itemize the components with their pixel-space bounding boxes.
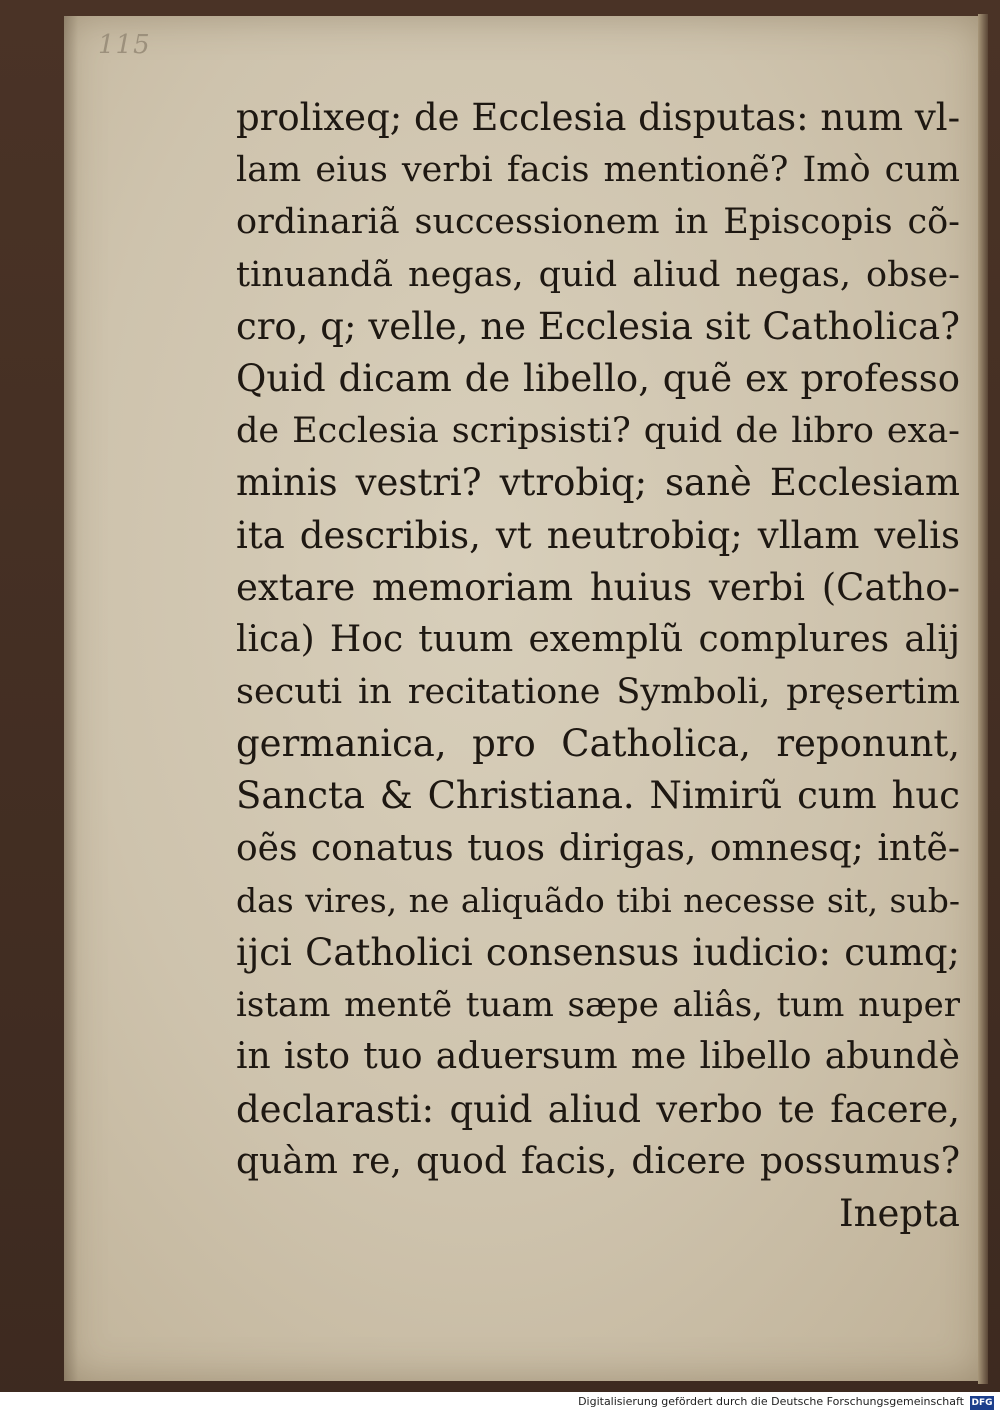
dfg-logo: DFG [971,1398,993,1408]
text-line: cro, q; velle, ne Ecclesia sit Catholica? [236,304,960,348]
text-line: Sancta & Christiana. Nimirũ cum huc [236,774,960,818]
text-line: de Ecclesia scripsisti? quid de libro exa- [236,411,960,452]
footer-bar [0,1392,1000,1416]
text-line: istam mentẽ tuam sæpe aliâs, tum nuper [236,985,960,1026]
footer-credit: Digitalisierung gefördert durch die Deutsche Forschungsgemeinschaft [578,1395,964,1408]
text-line: declarasti: quid aliud verbo te facere, [236,1087,960,1131]
text-line: in isto tuo aduersum me libello abundè [236,1036,960,1078]
text-line: lica) Hoc tuum exemplũ complures alij [236,618,960,660]
text-line: oẽs conatus tuos dirigas, omnesq; intẽ- [236,827,960,869]
page-gutter-shadow [64,16,78,1381]
text-line: minis vestri? vtrobiq; sanè Ecclesiam [236,461,960,505]
text-line: ijci Catholici consensus iudicio: cumq; [236,931,960,974]
text-line: prolixeq; de Ecclesia disputas: num vl- [236,96,961,139]
folio-number: 115 [98,30,151,60]
catchword: Inepta [839,1191,960,1235]
text-line: ita describis, vt neutrobiq; vllam velis [236,513,960,557]
text-block [236,92,960,1240]
page-edge [978,14,988,1384]
text-line: secuti in recitatione Symboli, pręsertim [236,672,960,713]
text-line: tinuandã negas, quid aliud negas, obse- [236,254,960,295]
text-line: germanica, pro Catholica, reponunt, [236,722,960,766]
text-line: Quid dicam de libello, quẽ ex professo [236,356,960,400]
text-line: quàm re, quod facis, dicere possumus? [236,1140,960,1182]
text-line: extare memoriam huius verbi (Catho- [236,565,960,609]
text-line: das vires, ne aliquãdo tibi necesse sit, sub- [236,880,960,920]
text-line: ordinariã successionem in Episcopis cõ- [236,202,960,243]
text-line: lam eius verbi facis mentionẽ? Imò cum [236,150,960,191]
